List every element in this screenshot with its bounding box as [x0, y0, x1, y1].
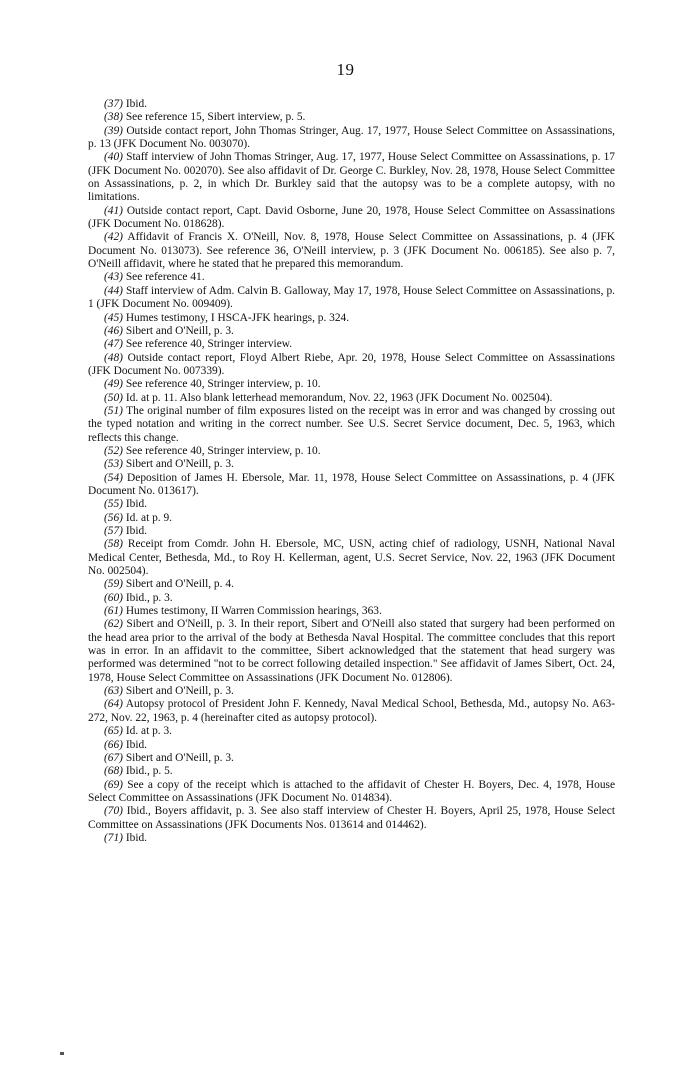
- endnote-text: Autopsy protocol of President John F. Kennedy, Naval Medical School, Bethesda, Md., autopsy No. A63-272, Nov. 22, 1963, p. 4 (hereinafter cited as autopsy protocol).: [88, 698, 615, 724]
- endnote-text: Ibid.: [122, 498, 148, 511]
- endnote-number: (68): [104, 765, 123, 778]
- endnote-text: See reference 15, Sibert interview, p. 5.: [122, 111, 306, 124]
- endnote-number: (48): [104, 351, 123, 364]
- endnote-number: (67): [104, 751, 123, 764]
- endnote: [88, 472, 615, 499]
- endnote: [88, 538, 615, 578]
- endnote-text: See reference 40, Stringer interview.: [122, 338, 293, 351]
- endnote-text: See reference 40, Stringer interview, p. 10.: [122, 444, 321, 457]
- endnote: [88, 205, 615, 232]
- endnote: [88, 271, 615, 284]
- endnote: [88, 779, 615, 806]
- endnote-number: (63): [104, 685, 123, 698]
- endnote-text: Ibid.: [122, 98, 148, 110]
- endnote-text: The original number of film exposures listed on the receipt was in error and was changed by crossing out the typed notation and writing in the correct number. See U.S. Secret Service document, Dec. 5, 1963, which reflects this change.: [88, 404, 615, 444]
- endnote-text: Humes testimony, II Warren Commission hearings, 363.: [122, 605, 382, 618]
- endnote: [88, 498, 615, 511]
- endnote: [88, 605, 615, 618]
- endnote-number: (38): [104, 111, 123, 124]
- endnote-text: Sibert and O'Neill, p. 3.: [122, 458, 234, 471]
- endnote-text: Ibid., Boyers affidavit, p. 3. See also staff interview of Chester H. Boyers, April 25, 1978, House Select Committee on Assassinations (JFK Documents Nos. 013614 and 014462).: [88, 805, 615, 831]
- endnote: [88, 325, 615, 338]
- endnote-number: (62): [104, 618, 123, 631]
- endnote-number: (60): [104, 591, 123, 604]
- endnote-text: Id. at p. 11. Also blank letterhead memorandum, Nov. 22, 1963 (JFK Document No. 002504).: [122, 391, 553, 404]
- endnote: [88, 765, 615, 778]
- endnote-text: Sibert and O'Neill, p. 4.: [122, 578, 234, 591]
- endnote-number: (69): [104, 778, 123, 791]
- endnote: [88, 512, 615, 525]
- endnote-number: (65): [104, 725, 123, 738]
- endnote-text: Outside contact report, Floyd Albert Riebe, Apr. 20, 1978, House Select Committee on Assassinations (JFK Document No. 007339).: [88, 351, 615, 377]
- endnote-number: (49): [104, 378, 123, 391]
- endnote: [88, 405, 615, 445]
- endnote-number: (37): [104, 98, 123, 110]
- endnote-number: (47): [104, 338, 123, 351]
- endnote-text: Sibert and O'Neill, p. 3.: [122, 324, 234, 337]
- endnote-number: (54): [104, 471, 123, 484]
- endnote-number: (42): [104, 231, 123, 244]
- endnote-number: (55): [104, 498, 123, 511]
- endnote-text: Sibert and O'Neill, p. 3.: [122, 685, 234, 698]
- endnote: [88, 458, 615, 471]
- endnote-number: (56): [104, 511, 123, 524]
- endnote: [88, 739, 615, 752]
- endnote-text: Outside contact report, Capt. David Osborne, June 20, 1978, House Select Committee on Assassinations (JFK Document No. 018628).: [88, 204, 615, 231]
- endnote-text: Ibid.: [122, 738, 148, 751]
- endnote-text: Deposition of James H. Ebersole, Mar. 11, 1978, House Select Committee on Assassinations, p. 4 (JFK Document No. 013617).: [88, 471, 615, 497]
- endnote-number: (64): [104, 698, 123, 711]
- endnote: [88, 285, 615, 312]
- endnotes-list: [88, 98, 615, 845]
- endnote-number: (40): [104, 151, 123, 164]
- endnote-number: (71): [104, 831, 123, 844]
- endnote: [88, 725, 615, 738]
- endnote-text: Ibid.: [122, 831, 148, 844]
- endnote: [88, 618, 615, 685]
- endnote-number: (59): [104, 578, 123, 591]
- scan-speck: [60, 1052, 64, 1055]
- endnote-text: Outside contact report, John Thomas Stringer, Aug. 17, 1977, House Select Committee on Assassinations, p. 13 (JFK Document No. 003070).: [88, 124, 615, 151]
- endnote-number: (44): [104, 284, 123, 297]
- endnote: [88, 392, 615, 405]
- endnote: [88, 125, 615, 152]
- endnote-text: See a copy of the receipt which is attached to the affidavit of Chester H. Boyers, Dec. 4, 1978, House Select Committee on Assassinations (JFK Document No. 014834).: [88, 778, 615, 804]
- endnote: [88, 352, 615, 379]
- endnote-number: (43): [104, 271, 123, 284]
- endnote: [88, 111, 615, 124]
- endnote-number: (45): [104, 311, 123, 324]
- endnote-number: (50): [104, 391, 123, 404]
- endnote: [88, 832, 615, 845]
- endnote-text: Ibid., p. 5.: [122, 765, 173, 778]
- endnote: [88, 231, 615, 271]
- endnote: [88, 98, 615, 111]
- endnote-text: Humes testimony, I HSCA-JFK hearings, p. 324.: [122, 311, 350, 324]
- endnote-number: (57): [104, 525, 123, 537]
- endnote: [88, 752, 615, 765]
- endnote-number: (70): [104, 805, 123, 818]
- endnote: [88, 698, 615, 725]
- endnote-number: (46): [104, 324, 123, 337]
- endnote-text: Ibid., p. 3.: [122, 591, 173, 604]
- endnote: [88, 378, 615, 391]
- endnote-text: Affidavit of Francis X. O'Neill, Nov. 8, 1978, House Select Committee on Assassinations, p. 4 (JFK Document No. 013073). See reference 36, O'Neill interview, p. 3 (JFK Document No. 006185). See also p. 7, O'Neill affidavit, where he stated that he prepared this memorandum.: [88, 231, 615, 271]
- endnote-number: (53): [104, 458, 123, 471]
- endnote-number: (51): [104, 404, 123, 417]
- endnote: [88, 151, 615, 204]
- endnote: [88, 685, 615, 698]
- endnote-number: (66): [104, 738, 123, 751]
- endnote-text: See reference 40, Stringer interview, p. 10.: [122, 378, 321, 391]
- endnote: [88, 525, 615, 538]
- endnote: [88, 338, 615, 351]
- endnote-text: Id. at p. 3.: [122, 725, 173, 738]
- endnote: [88, 592, 615, 605]
- page-number: 19: [336, 60, 355, 79]
- endnote-number: (52): [104, 444, 123, 457]
- endnote: [88, 312, 615, 325]
- endnote-text: Staff interview of Adm. Calvin B. Galloway, May 17, 1978, House Select Committee on Assassinations, p. 1 (JFK Document No. 009409).: [88, 284, 615, 311]
- endnote-number: (58): [104, 538, 123, 551]
- endnote-text: Ibid.: [122, 525, 148, 537]
- endnote-number: (41): [104, 204, 123, 217]
- endnote-text: Receipt from Comdr. John H. Ebersole, MC, USN, acting chief of radiology, USNH, National Naval Medical Center, Bethesda, Md., to Roy H. Kellerman, agent, U.S. Secret Service, Nov. 22, 1963 (JFK Document No. 002504).: [88, 538, 615, 578]
- endnote-text: Id. at p. 9.: [122, 511, 173, 524]
- endnote-text: Sibert and O'Neill, p. 3. In their report, Sibert and O'Neill also stated that surgery had been performed on the head area prior to the arrival of the body at Bethesda Naval Hospital. The committee concludes that this report was in error. In an affidavit to the committee, Sibert acknowledged that the statement that head surgery was performed was determined "not to be correct following detailed inspection." See affidavit of James Sibert, Oct. 24, 1978, House Select Committee on Assassinations (JFK Document No. 012806).: [88, 618, 615, 684]
- endnote-text: See reference 41.: [122, 271, 205, 284]
- endnote-number: (61): [104, 605, 123, 618]
- endnote-number: (39): [104, 124, 123, 137]
- endnote-text: Staff interview of John Thomas Stringer, Aug. 17, 1977, House Select Committee on Assassinations, p. 17 (JFK Document No. 002070). See also affidavit of Dr. George C. Burkley, Nov. 28, 1978, House Select Committee on Assassinations, p. 2, in which Dr. Burkley said that the autopsy was to be a complete autopsy, with no limitations.: [88, 151, 615, 204]
- endnote: [88, 445, 615, 458]
- endnote: [88, 578, 615, 591]
- endnote-text: Sibert and O'Neill, p. 3.: [122, 751, 234, 764]
- endnote: [88, 805, 615, 832]
